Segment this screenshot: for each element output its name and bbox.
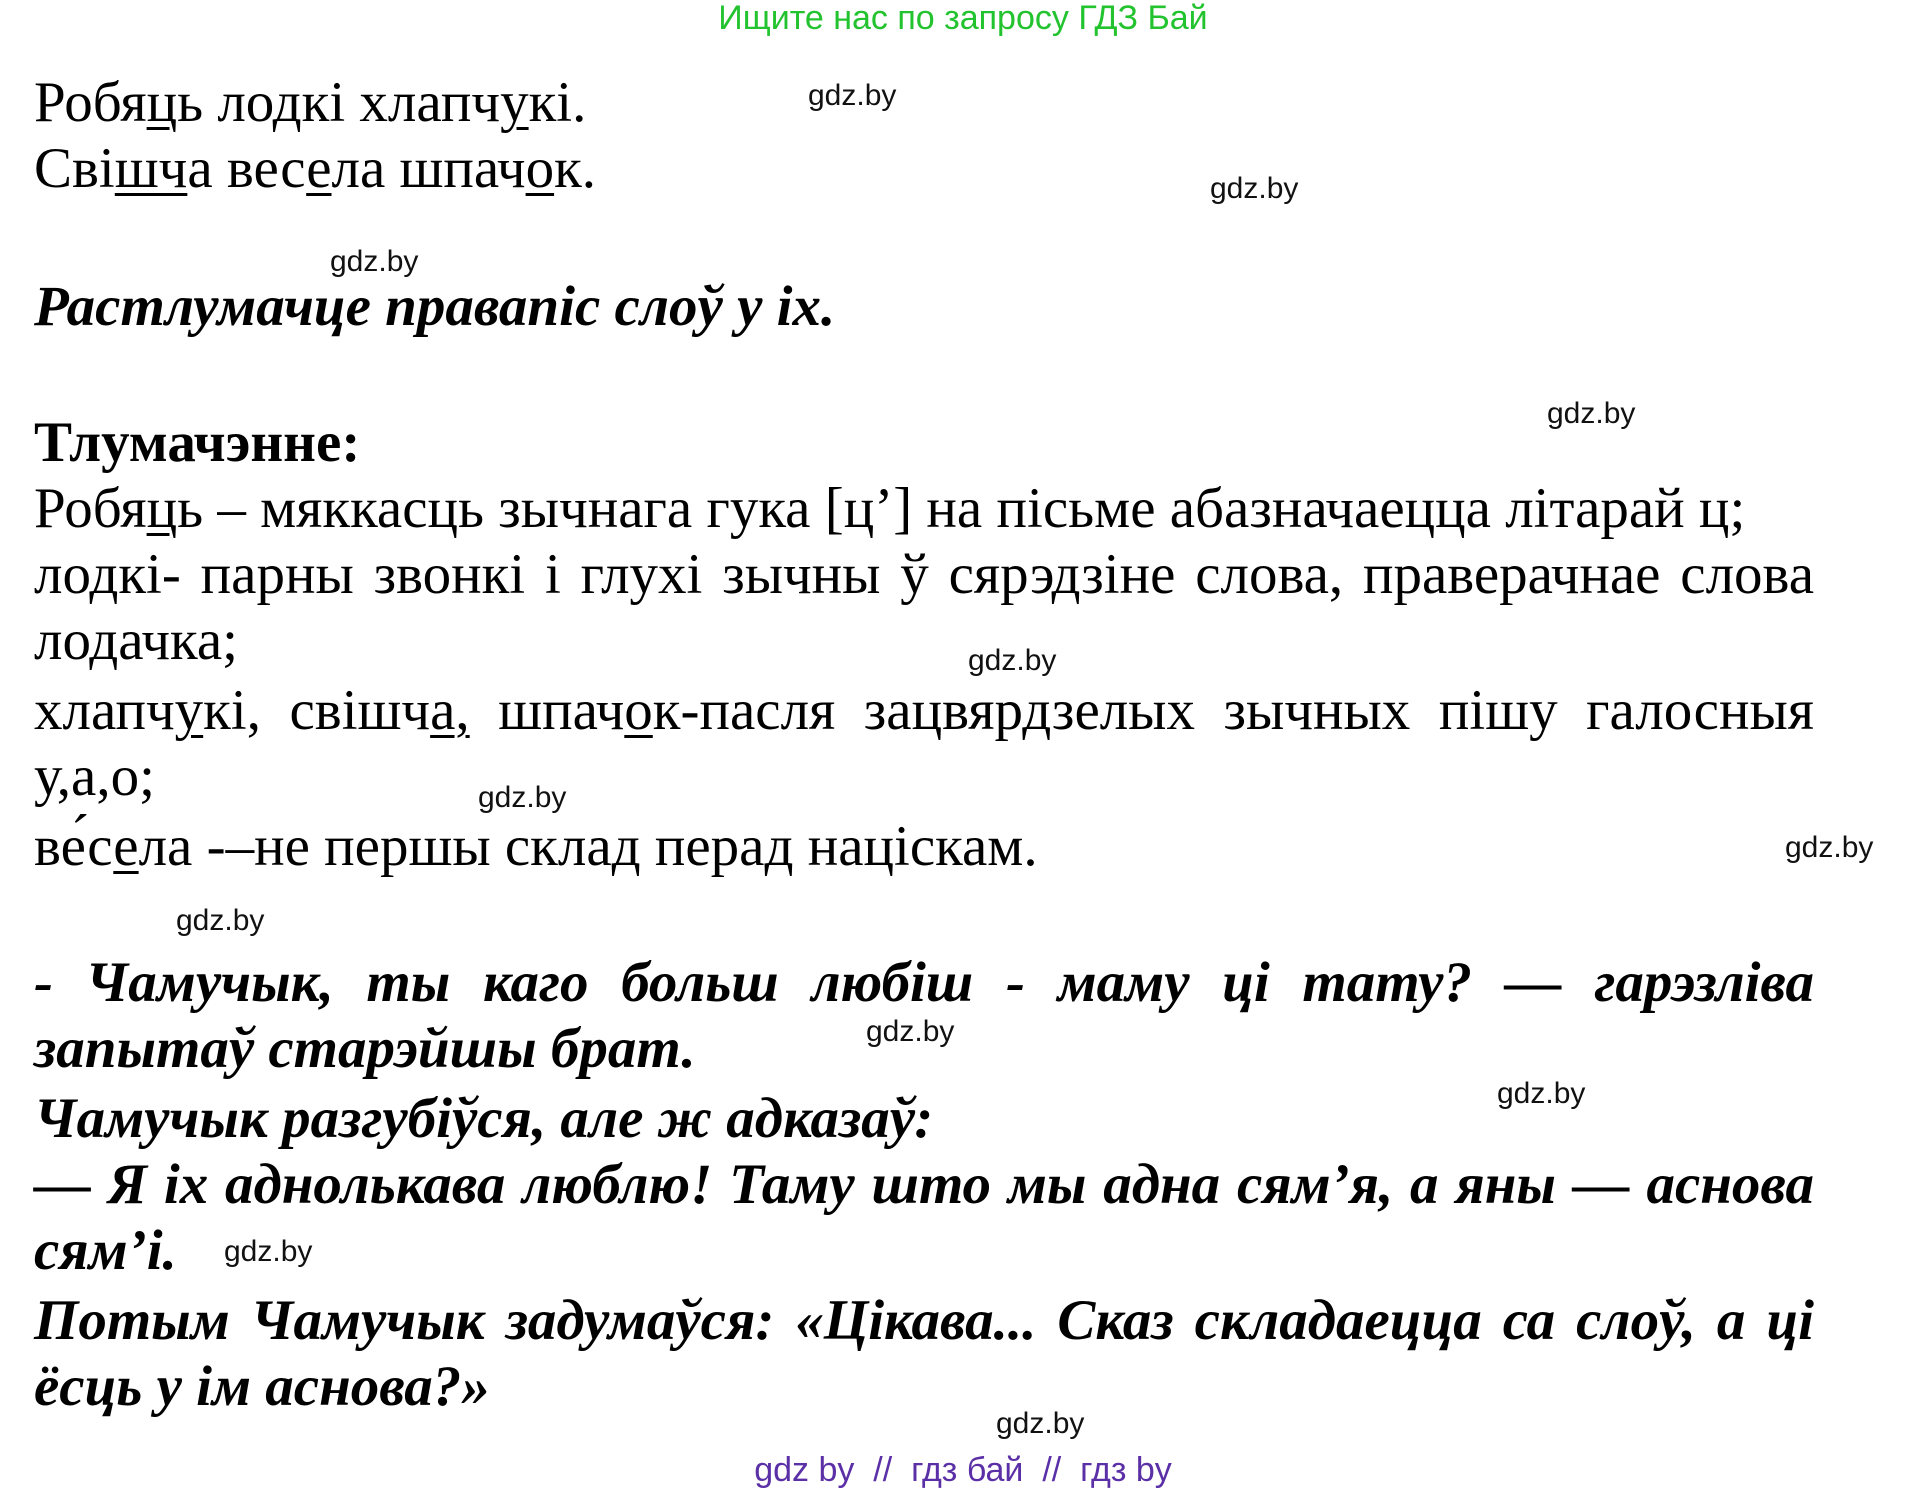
task-text: Растлумачце правапіс слоў у іх. [34, 275, 836, 338]
watermark: gdz.by [1547, 397, 1636, 430]
explanation-line-4: хлапчукі, свішча, шпачок-пасля зацвярдзелых зычных пішу галосныя [34, 679, 1814, 742]
story-line-6: Потым Чамучык задумаўся: «Цікава... Сказ складаецца са слоў, а ці [34, 1289, 1814, 1352]
story-line-2: запытаў старэйшы брат. [34, 1017, 696, 1080]
watermark: gdz.by [1497, 1077, 1586, 1110]
watermark: gdz.by [478, 781, 567, 814]
watermark: gdz.by [808, 79, 897, 112]
explanation-line-1: Робяць – мяккасць зычнага гука [ц’] на пісьме абазначаецца літарай ц; [34, 477, 1746, 540]
story-line-5: сям’і. [34, 1219, 177, 1282]
watermark: gdz.by [176, 904, 265, 937]
explanation-line-5: у,а,о; [34, 745, 155, 808]
explanation-line-6: ве́села -–не першы склад перад націскам. [34, 815, 1038, 878]
explanation-heading: Тлумачэнне: [34, 411, 361, 474]
footer-links: gdz by // гдз бай // гдз by [754, 1451, 1172, 1489]
poem-line-1: Робяць лодкі хлапчукі. [34, 71, 587, 134]
explanation-line-2: лодкі- парны звонкі і глухі зычны ў сярэдзіне слова, праверачнае слова [34, 543, 1814, 606]
story-line-1: - Чамучык, ты каго больш любіш - маму ці тату? — гарэзліва [34, 951, 1814, 1014]
top-banner: Ищите нас по запросу ГДЗ Бай [718, 0, 1208, 37]
watermark: gdz.by [1210, 172, 1299, 205]
story-line-4: — Я іх аднолькава люблю! Таму што мы адна сям’я, а яны — аснова [34, 1153, 1814, 1216]
watermark: gdz.by [224, 1235, 313, 1268]
explanation-line-3: лодачка; [34, 609, 238, 672]
watermark: gdz.by [996, 1407, 1085, 1440]
story-line-7: ёсць у ім аснова?» [34, 1355, 490, 1418]
story-line-3: Чамучык разгубіўся, але ж адказаў: [34, 1087, 934, 1150]
watermark: gdz.by [968, 644, 1057, 677]
watermark: gdz.by [330, 245, 419, 278]
poem-line-2: Свішча весела шпачок. [34, 137, 597, 200]
watermark: gdz.by [1785, 831, 1874, 864]
watermark: gdz.by [866, 1015, 955, 1048]
